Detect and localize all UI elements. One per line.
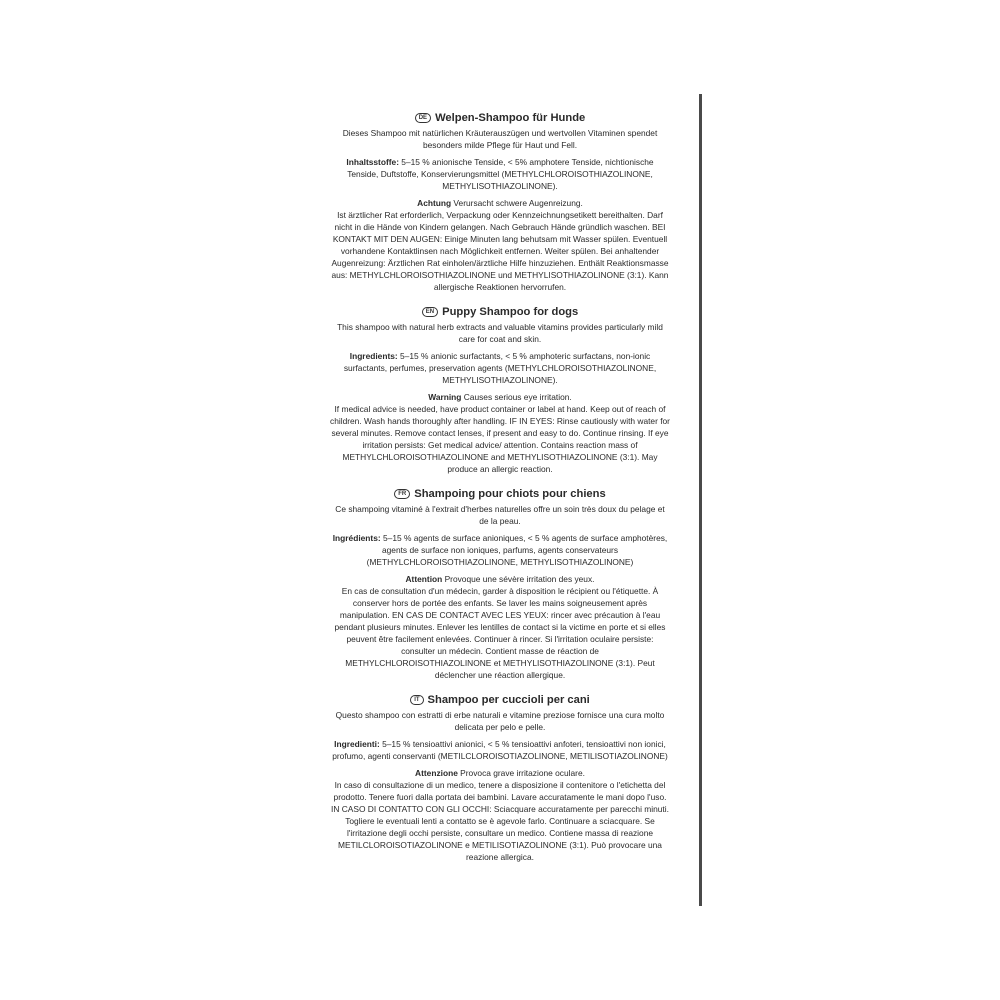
safety-details: Ist ärztlicher Rat erforderlich, Verpackung oder Kennzeichnungsetikett bereithalten. Darf nicht in die Hände von Kindern gelangen. Nach Gebrauch Hände gründlich waschen. BEI KONTAKT MIT DEN AUGEN: Einige Minuten lang behutsam mit Wasser spülen. Eventuell vorhandene Kontaktlinsen nach Möglichkeit entfernen. Weiter spülen. Bei anhaltender Augenreizung: Ärztlichen Rat einholen/ärztliche Hilfe hinzuziehen. Enthält Reaktionsmasse aus: METHYLCHLOROISOTHIAZOLINONE und METHYLISOTHIAZOLINONE (3:1). Kann allergische Reaktionen hervorrufen.: [331, 210, 669, 292]
section-heading: [330, 694, 670, 706]
ingredients-paragraph: [330, 532, 670, 568]
warning-text: Provoque une sévère irritation des yeux.: [442, 574, 595, 584]
ingredients-paragraph: [330, 738, 670, 762]
section-title: Shampoing pour chiots pour chiens: [414, 488, 606, 500]
ingredients-paragraph: [330, 156, 670, 192]
section-de: [330, 112, 670, 293]
section-heading: [330, 306, 670, 318]
ingredients-text: 5–15 % tensioattivi anionici, < 5 % tensioattivi anfoteri, tensioattivi non ionici, profumo, agenti conservanti (METILCLOROISOTIAZOLINONE, METILISOTIAZOLINONE): [332, 739, 668, 761]
section-title: Shampoo per cuccioli per cani: [427, 694, 590, 706]
safety-details: If medical advice is needed, have product container or label at hand. Keep out of reach of children. Wash hands thoroughly after handling. IF IN EYES: Rinse cautiously with water for several minutes. Remove contact lenses, if present and easy to do. Continue rinsing. If eye irritation persists: Get medical advice/ attention. Contains reaction mass of METHYLCHLOROISOTHIAZOLINONE and METHYLISOTHIAZOLINONE (3:1). May produce an allergic reaction.: [330, 404, 670, 474]
safety-details: En cas de consultation d'un médecin, garder à disposition le récipient ou l'étiquette. À conserver hors de portée des enfants. Se laver les mains soigneusement après manipulation. EN CAS DE CONTACT AVEC LES YEUX: rincer avec précaution à l'eau pendant plusieurs minutes. Enlever les lentilles de contact si la victime en porte et si elles peuvent être facilement enlevées. Continuer à rincer. Si l'irritation oculaire persiste: consulter un médecin. Contient masse de réaction de METHYLCHLOROISOTHIAZOLINONE et METHYLISOTHIAZOLINONE (3:1). Peut déclencher une réaction allergique.: [334, 586, 666, 680]
warning-label: Warning: [428, 392, 462, 402]
product-description: Questo shampoo con estratti di erbe naturali e vitamine preziose fornisce una cura molto delicata per pelo e pelle.: [335, 710, 665, 732]
ingredients-label: Inhaltsstoffe:: [346, 157, 399, 167]
warning-paragraph: [330, 573, 670, 681]
section-fr: [330, 488, 670, 681]
section-heading: [330, 112, 670, 124]
warning-label: Attenzione: [415, 768, 458, 778]
label-text-panel: [330, 112, 670, 876]
warning-paragraph: [330, 197, 670, 293]
section-en: [330, 306, 670, 475]
product-description: Dieses Shampoo mit natürlichen Kräuterauszügen und wertvollen Vitaminen spendet besonders milde Pflege für Haut und Fell.: [342, 128, 658, 150]
warning-text: Causes serious eye irritation.: [461, 392, 572, 402]
warning-label: Attention: [405, 574, 443, 584]
section-heading: [330, 488, 670, 500]
warning-paragraph: [330, 767, 670, 863]
warning-label: Achtung: [417, 198, 452, 208]
language-badge-en: EN: [422, 307, 438, 317]
ingredients-text: 5–15 % anionische Tenside, < 5% amphotere Tenside, nichtionische Tenside, Duftstoffe, Konservierungsmittel (METHYLCHLOROISOTHIAZOLINONE, METHYLISOTHIAZOLINONE).: [347, 157, 654, 191]
ingredients-label: Ingrédients:: [332, 533, 381, 543]
ingredients-text: 5–15 % agents de surface anioniques, < 5 % agents de surface amphotères, agents de surface non ioniques, parfums, agents conservateurs (METHYLCHLOROISOTHIAZOLINONE, METHYLISOTHIAZOLINONE): [366, 533, 668, 567]
section-title: Puppy Shampoo for dogs: [442, 306, 579, 318]
language-badge-de: DE: [415, 113, 431, 123]
language-badge-fr: FR: [394, 489, 410, 499]
ingredients-label: Ingredients:: [349, 351, 398, 361]
warning-paragraph: [330, 391, 670, 475]
product-description: Ce shampoing vitaminé à l'extrait d'herbes naturelles offre un soin très doux du pelage et de la peau.: [335, 504, 665, 526]
safety-details: In caso di consultazione di un medico, tenere a disposizione il contenitore o l'etichetta del prodotto. Tenere fuori dalla portata dei bambini. Lavare accuratamente le mani dopo l'uso. IN CASO DI CONTATTO CON GLI OCCHI: Sciacquare accuratamente per parecchi minuti. Togliere le eventuali lenti a contatto se è agevole farlo. Continuare a sciacquare. Se l'irritazione degli occhi persiste, consultare un medico. Contiene massa di reazione METILCLOROISOTIAZOLINONE e METILISOTIAZOLINONE (3:1). Può provocare una reazione allergica.: [331, 780, 669, 862]
warning-text: Verursacht schwere Augenreizung.: [451, 198, 583, 208]
product-description: This shampoo with natural herb extracts and valuable vitamins provides particularly mild care for coat and skin.: [337, 322, 663, 344]
ingredients-label: Ingredienti:: [334, 739, 380, 749]
ingredients-paragraph: [330, 350, 670, 386]
warning-text: Provoca grave irritazione oculare.: [457, 768, 585, 778]
language-badge-it: IT: [410, 695, 423, 705]
section-it: [330, 694, 670, 863]
section-title: Welpen-Shampoo für Hunde: [435, 112, 586, 124]
vertical-divider: [699, 94, 702, 906]
ingredients-text: 5–15 % anionic surfactants, < 5 % amphoteric surfactans, non-ionic surfactants, perfumes, preservation agents (METHYLCHLOROISOTHIAZOLINONE, METHYLISOTHIAZOLINONE).: [343, 351, 657, 385]
